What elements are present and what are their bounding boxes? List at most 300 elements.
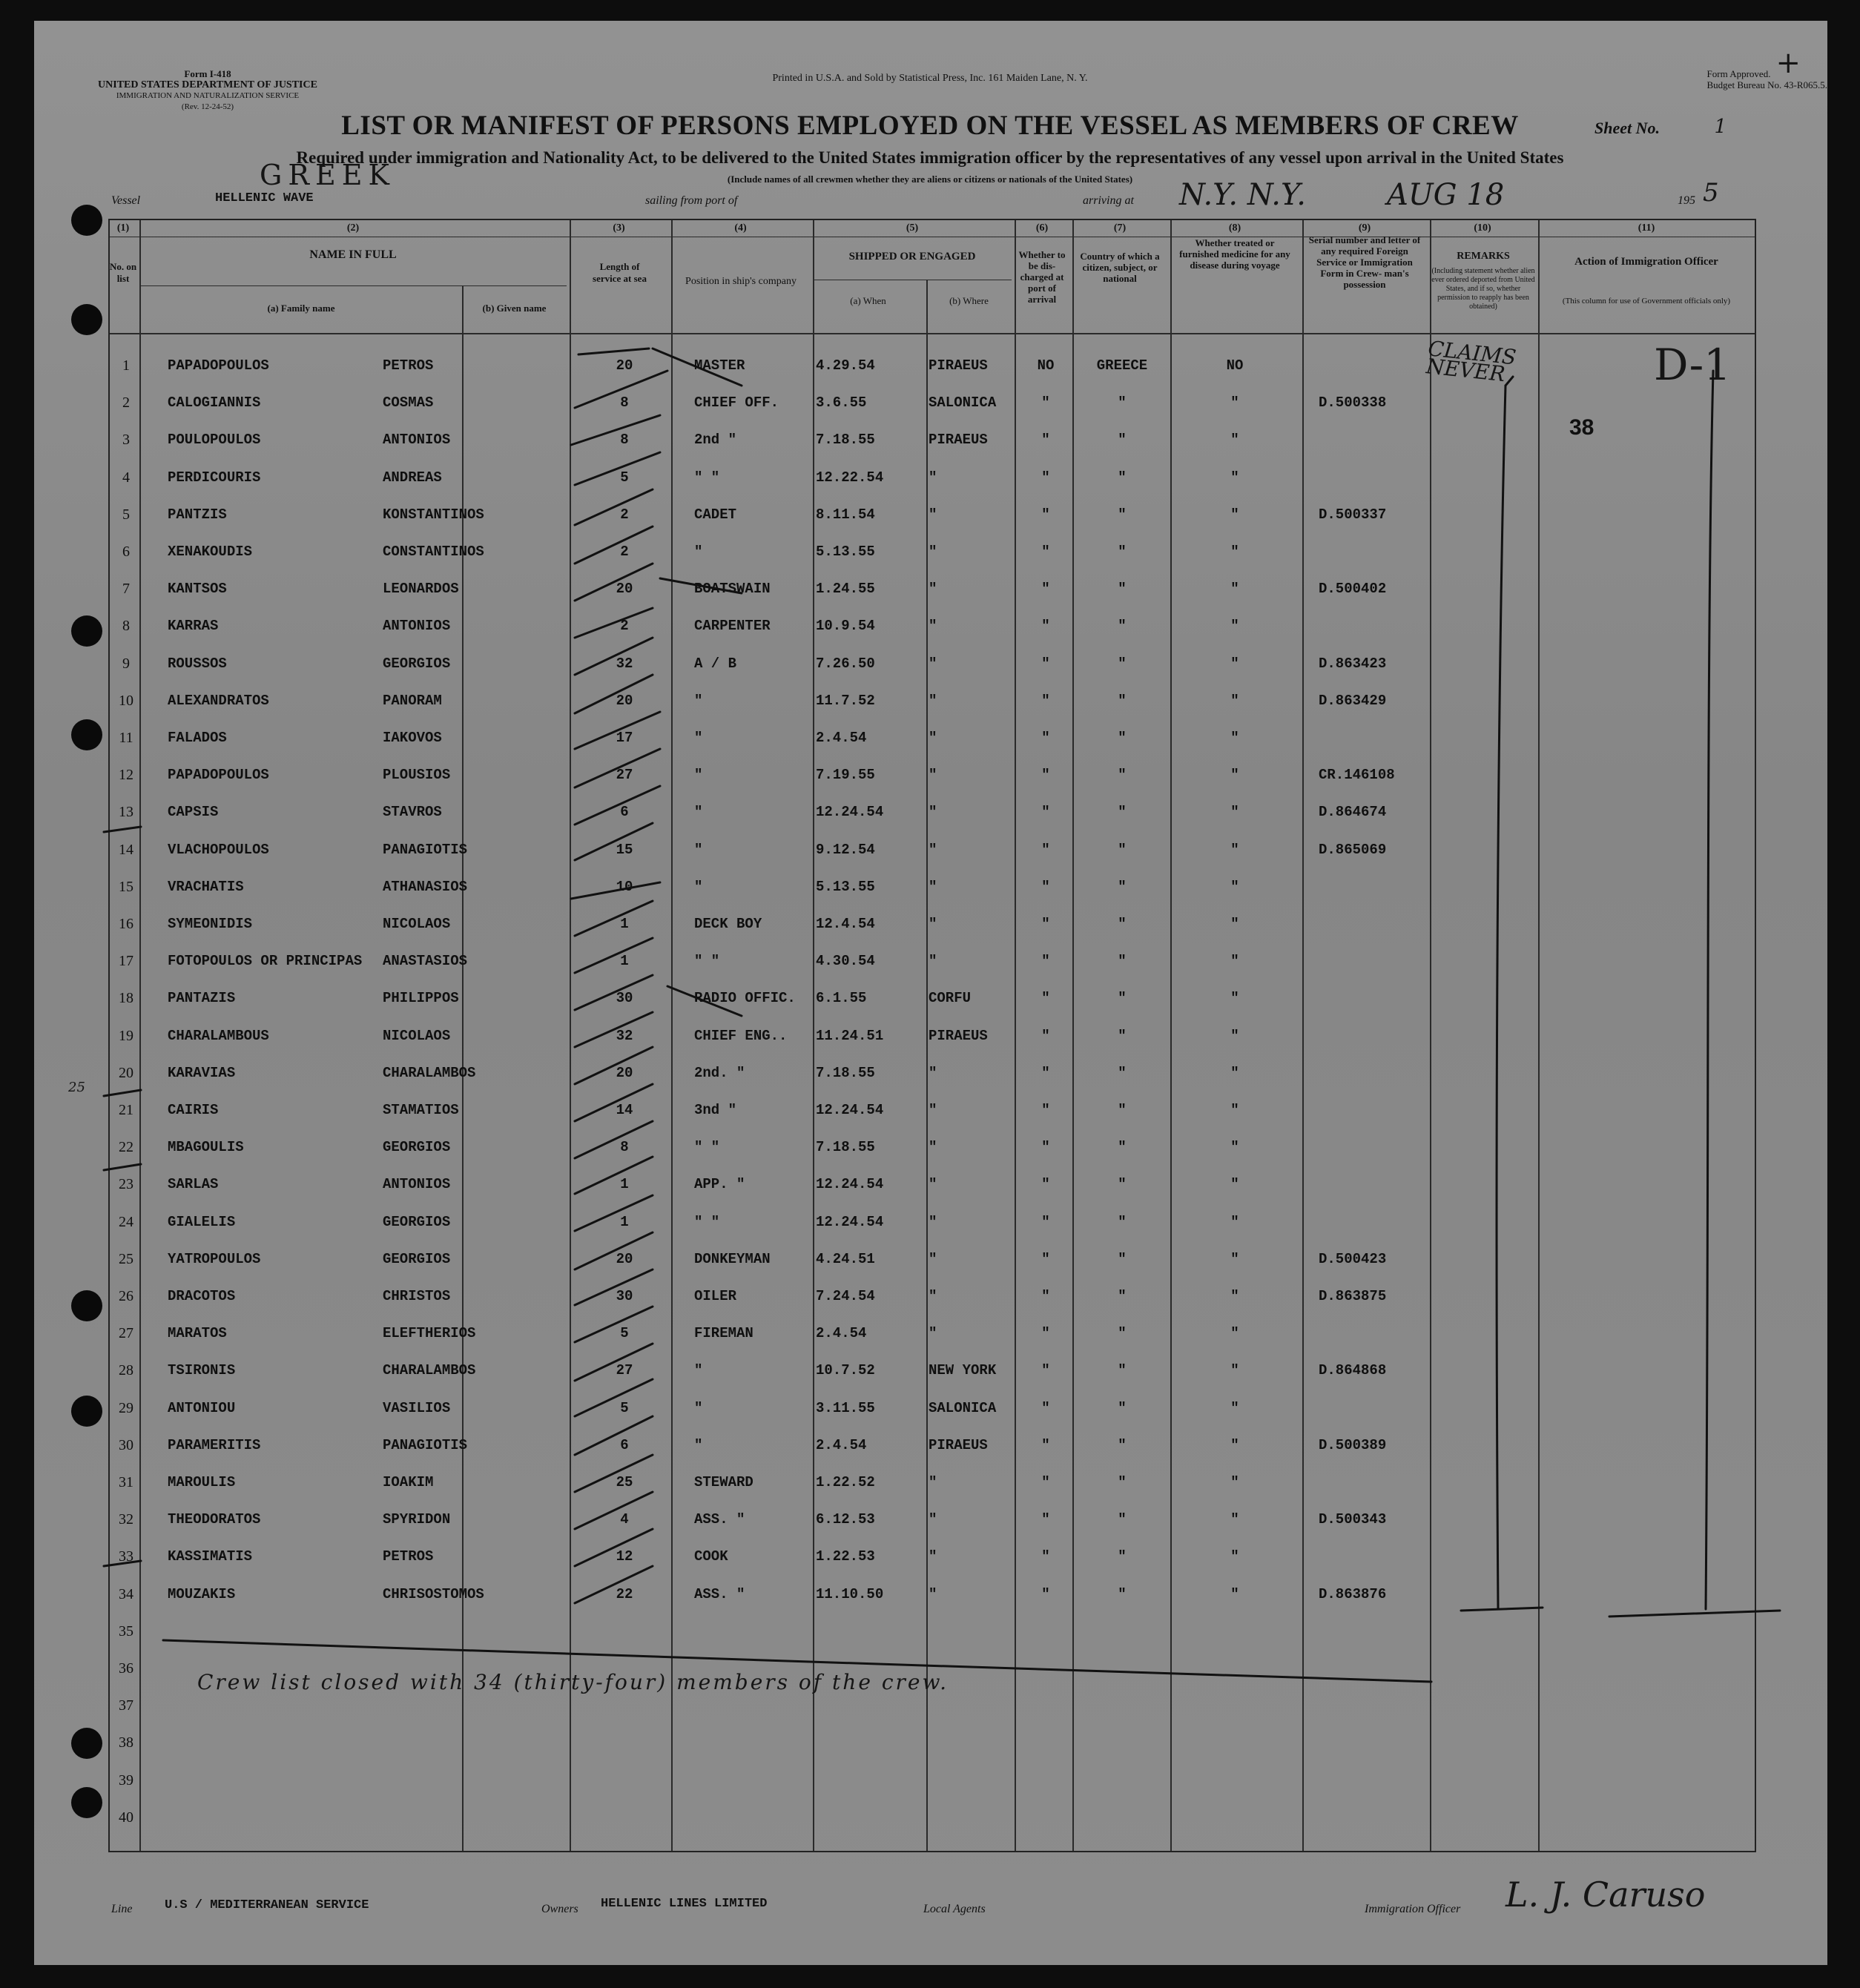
cell-when: 7.19.55 — [816, 767, 875, 784]
cell-country: " — [1118, 730, 1127, 746]
cell-treated: " — [1230, 469, 1239, 486]
col-number-7: (7) — [1113, 222, 1127, 234]
cell-family: PARAMERITIS — [168, 1436, 261, 1453]
cell-no: 2 — [122, 394, 130, 412]
cell-when: 12.4.54 — [816, 916, 875, 932]
cell-discharged: " — [1041, 841, 1050, 858]
cell-given: PANAGIOTIS — [383, 1436, 468, 1453]
cell-given: PETROS — [383, 1548, 434, 1565]
cell-treated: " — [1230, 655, 1239, 672]
cell-no: 29 — [119, 1399, 133, 1416]
cell-given: ANASTASIOS — [383, 953, 468, 970]
cell-serial: D.500389 — [1319, 1436, 1387, 1453]
col-shipped-engaged: SHIPPED OR ENGAGED — [848, 251, 976, 262]
cell-where: " — [929, 767, 937, 784]
cell-treated: " — [1230, 1436, 1239, 1453]
cell-country: " — [1118, 1325, 1127, 1342]
cell-position: " — [694, 730, 703, 746]
cell-family: YATROPOULOS — [168, 1250, 261, 1267]
cell-treated: " — [1230, 1176, 1239, 1193]
arriving-port: N.Y. N.Y. — [1179, 178, 1306, 212]
cell-length: 20 — [616, 1250, 633, 1267]
cell-length: 1 — [620, 1176, 629, 1193]
cell-family: XENAKOUDIS — [168, 544, 253, 560]
cell-family: KARRAS — [168, 618, 219, 635]
cell-treated: " — [1230, 1325, 1239, 1342]
cell-position: " — [694, 1399, 703, 1416]
cell-position: A / B — [694, 655, 737, 672]
cell-given: PANAGIOTIS — [383, 841, 468, 858]
immigration-officer-label: Immigration Officer — [1365, 1903, 1461, 1915]
col-number-10: (10) — [1474, 222, 1491, 234]
cell-when: 6.1.55 — [816, 990, 867, 1007]
cell-discharged: " — [1041, 1585, 1050, 1602]
cell-family: MOUZAKIS — [168, 1585, 236, 1602]
cell-given: SPYRIDON — [383, 1511, 451, 1528]
cell-treated: " — [1230, 544, 1239, 560]
form-approval-block: Form Approved. Budget Bureau No. 43-R065.5. — [1706, 68, 1827, 90]
cell-family: SARLAS — [168, 1176, 219, 1193]
cell-where: " — [929, 1511, 937, 1528]
cell-treated: " — [1230, 506, 1239, 523]
cell-discharged: " — [1041, 1139, 1050, 1156]
cell-country: " — [1118, 1362, 1127, 1379]
cell-family: PANTZIS — [168, 506, 227, 523]
cell-given: NICOLAOS — [383, 1027, 451, 1044]
cell-no: 28 — [119, 1362, 133, 1379]
cell-given: KONSTANTINOS — [383, 506, 484, 523]
cell-given: ELEFTHERIOS — [383, 1325, 476, 1342]
cell-length: 2 — [620, 618, 629, 635]
col-remarks: REMARKS — [1457, 251, 1510, 262]
cell-where: " — [929, 469, 937, 486]
arriving-label: arriving at — [1083, 194, 1134, 207]
cell-given: PANORAM — [383, 692, 442, 709]
cell-position: " — [694, 878, 703, 895]
cell-family: DRACOTOS — [168, 1288, 236, 1304]
cell-when: 4.29.54 — [816, 357, 875, 374]
cell-no: 9 — [122, 655, 130, 672]
col-number-6: (6) — [1035, 222, 1049, 234]
cell-country: " — [1118, 506, 1127, 523]
cell-serial: D.500402 — [1319, 581, 1387, 598]
cell-treated: " — [1230, 581, 1239, 598]
cell-given: ANDREAS — [383, 469, 442, 486]
cell-where: " — [929, 1474, 937, 1490]
col-country: Country of which a citizen, subject, or national — [1080, 251, 1160, 284]
cell-no: 31 — [119, 1474, 133, 1490]
cell-length: 20 — [616, 692, 633, 709]
cell-treated: " — [1230, 1139, 1239, 1156]
cell-treated: " — [1230, 730, 1239, 746]
cell-discharged: " — [1041, 469, 1050, 486]
cell-no: 16 — [119, 916, 133, 932]
line-label: Line — [111, 1903, 133, 1915]
cell-given: ANTONIOS — [383, 1176, 451, 1193]
cell-given: VASILIOS — [383, 1399, 451, 1416]
corner-mark: + — [1775, 46, 1801, 80]
cell-family: PAPADOPOULOS — [168, 357, 269, 374]
col-number-4: (4) — [734, 222, 747, 234]
cell-no: 18 — [119, 990, 133, 1007]
cell-position: " — [694, 1436, 703, 1453]
cell-where: " — [929, 1250, 937, 1267]
cell-where: " — [929, 953, 937, 970]
cell-discharged: " — [1041, 655, 1050, 672]
cell-when: 12.22.54 — [816, 469, 884, 486]
cell-no: 10 — [119, 692, 133, 709]
cell-when: 5.13.55 — [816, 878, 875, 895]
cell-country: " — [1118, 1102, 1127, 1118]
stamp-number: 38 — [1569, 415, 1594, 440]
col-number-11: (11) — [1638, 222, 1655, 234]
form-agency-block: Form I-418 UNITED STATES DEPARTMENT OF JUSTICE IMMIGRATION AND NATURALIZATION SERVICE (Rev. 12-24-52) — [98, 68, 317, 111]
cell-given: ANTONIOS — [383, 432, 451, 449]
line-value: U.S / MEDITERRANEAN SERVICE — [165, 1898, 369, 1912]
cell-discharged: " — [1041, 394, 1050, 412]
cell-given: CHRISTOS — [383, 1288, 451, 1304]
cell-no: 8 — [122, 618, 130, 635]
cell-treated: " — [1230, 1511, 1239, 1528]
cell-country: GREECE — [1096, 357, 1148, 374]
cell-position: CHIEF ENG.. — [694, 1027, 788, 1044]
cell-when: 7.18.55 — [816, 432, 875, 449]
cell-position: COOK — [694, 1548, 728, 1565]
action-handwritten: D-1 — [1654, 340, 1732, 390]
cell-discharged: " — [1041, 432, 1050, 449]
cell-given: IAKOVOS — [383, 730, 442, 746]
cell-given: IOAKIM — [383, 1474, 434, 1490]
cell-position: " — [694, 841, 703, 858]
cell-country: " — [1118, 544, 1127, 560]
cell-position: FIREMAN — [694, 1325, 753, 1342]
cell-country: " — [1118, 767, 1127, 784]
cell-no: 6 — [122, 544, 130, 560]
cell-serial: D.500343 — [1319, 1511, 1387, 1528]
cell-where: " — [929, 804, 937, 821]
cell-when: 9.12.54 — [816, 841, 875, 858]
cell-length: 20 — [616, 581, 633, 598]
cell-discharged: " — [1041, 1027, 1050, 1044]
cell-family: ANTONIOU — [168, 1399, 236, 1416]
cell-country: " — [1118, 878, 1127, 895]
required-statement: Required under immigration and Nationality Act, to be delivered to the United States immigration officer by the representatives of any vessel upon arrival in the United States — [296, 148, 1564, 167]
cell-no: 21 — [119, 1102, 133, 1118]
cell-discharged: " — [1041, 1213, 1050, 1230]
cell-treated: " — [1230, 1250, 1239, 1267]
cell-discharged: " — [1041, 1102, 1050, 1118]
cell-family: CALOGIANNIS — [168, 394, 261, 412]
cell-no: 20 — [119, 1064, 133, 1081]
cell-when: 1.22.53 — [816, 1548, 875, 1565]
cell-serial: D.863429 — [1319, 692, 1387, 709]
cell-country: " — [1118, 1139, 1127, 1156]
cell-position: RADIO OFFIC. — [694, 990, 796, 1007]
cell-family: KASSIMATIS — [168, 1548, 253, 1565]
cell-when: 3.11.55 — [816, 1399, 875, 1416]
cell-no: 13 — [119, 804, 133, 821]
cell-discharged: " — [1041, 1325, 1050, 1342]
cell-no: 19 — [119, 1027, 133, 1044]
cell-serial: D.864868 — [1319, 1362, 1387, 1379]
cell-given: CHRISOSTOMOS — [383, 1585, 484, 1602]
cell-family: ALEXANDRATOS — [168, 692, 269, 709]
cell-when: 1.22.52 — [816, 1474, 875, 1490]
cell-no: 17 — [119, 953, 133, 970]
cell-treated: " — [1230, 878, 1239, 895]
cell-given: GEORGIOS — [383, 1139, 451, 1156]
cell-discharged: " — [1041, 1362, 1050, 1379]
cell-no: 23 — [119, 1176, 133, 1193]
cell-no: 15 — [119, 878, 133, 895]
cell-country: " — [1118, 953, 1127, 970]
cell-given: CHARALAMBOS — [383, 1362, 476, 1379]
vessel-name: HELLENIC WAVE — [215, 191, 314, 205]
cell-length: 15 — [616, 841, 633, 858]
cell-family: KANTSOS — [168, 581, 227, 598]
cell-no: 3 — [122, 432, 130, 449]
cell-where: " — [929, 878, 937, 895]
cell-when: 2.4.54 — [816, 1436, 867, 1453]
col-position: Position in ship's company — [685, 276, 797, 287]
cell-given: GEORGIOS — [383, 1250, 451, 1267]
cell-position: BOATSWAIN — [694, 581, 771, 598]
cell-discharged: " — [1041, 692, 1050, 709]
cell-where: " — [929, 841, 937, 858]
cell-where: PIRAEUS — [929, 432, 988, 449]
cell-treated: " — [1230, 432, 1239, 449]
col-action: Action of Immigration Officer — [1574, 256, 1718, 268]
cell-treated: " — [1230, 804, 1239, 821]
vessel-hand-note: GREEK — [260, 159, 395, 191]
cell-country: " — [1118, 655, 1127, 672]
cell-country: " — [1118, 1064, 1127, 1081]
cell-position: CHIEF OFF. — [694, 394, 779, 412]
cell-position: 3nd " — [694, 1102, 737, 1118]
col-number-5: (5) — [906, 222, 919, 234]
cell-discharged: " — [1041, 730, 1050, 746]
cell-where: " — [929, 1139, 937, 1156]
cell-family: THEODORATOS — [168, 1511, 261, 1528]
cell-when: 12.24.54 — [816, 1213, 884, 1230]
cell-position: " — [694, 804, 703, 821]
cell-family: MAROULIS — [168, 1474, 236, 1490]
cell-where: " — [929, 1213, 937, 1230]
cell-length: 20 — [616, 1064, 633, 1081]
cell-position: MASTER — [694, 357, 745, 374]
cell-family: CAPSIS — [168, 804, 219, 821]
cell-where: " — [929, 544, 937, 560]
cell-position: DECK BOY — [694, 916, 762, 932]
cell-when: 2.4.54 — [816, 1325, 867, 1342]
col-treated: Whether treated or furnished medicine for any disease during voyage — [1179, 237, 1290, 271]
col-where: (b) Where — [949, 295, 989, 306]
cell-position: " " — [694, 953, 720, 970]
cell-family: FALADOS — [168, 730, 227, 746]
cell-discharged: " — [1041, 506, 1050, 523]
cell-where: " — [929, 730, 937, 746]
col-family-name: (a) Family name — [267, 303, 335, 314]
cell-discharged: " — [1041, 878, 1050, 895]
cell-when: 11.24.51 — [816, 1027, 884, 1044]
cell-length: 14 — [616, 1102, 633, 1118]
cell-treated: " — [1230, 1027, 1239, 1044]
year-digit: 5 — [1703, 178, 1719, 208]
printer-credit: Printed in U.S.A. and Sold by Statistical Press, Inc. 161 Maiden Lane, N. Y. — [772, 73, 1088, 84]
cell-country: " — [1118, 804, 1127, 821]
cell-when: 4.24.51 — [816, 1250, 875, 1267]
page-title: LIST OR MANIFEST OF PERSONS EMPLOYED ON THE VESSEL AS MEMBERS OF CREW — [341, 110, 1519, 141]
cell-country: " — [1118, 1399, 1127, 1416]
cell-discharged: " — [1041, 990, 1050, 1007]
include-note: (Include names of all crewmen whether they are aliens or citizens or nationals of the United States) — [727, 174, 1133, 185]
cell-position: " " — [694, 1139, 720, 1156]
arrival-date: AUG 18 — [1387, 178, 1505, 212]
cell-position: DONKEYMAN — [694, 1250, 771, 1267]
cell-discharged: " — [1041, 1176, 1050, 1193]
cell-no: 37 — [119, 1697, 133, 1714]
cell-discharged: " — [1041, 1288, 1050, 1304]
col-remarks-note: (Including statement whether alien ever ordered deported from United States, and if so, whether permission to reapply has been obtained) — [1431, 267, 1535, 311]
cell-position: " — [694, 1362, 703, 1379]
cell-where: " — [929, 1325, 937, 1342]
cell-position: APP. " — [694, 1176, 745, 1193]
cell-family: MBAGOULIS — [168, 1139, 244, 1156]
cell-treated: " — [1230, 1288, 1239, 1304]
cell-country: " — [1118, 841, 1127, 858]
cell-family: VRACHATIS — [168, 878, 244, 895]
cell-no: 36 — [119, 1660, 133, 1677]
cell-family: PAPADOPOULOS — [168, 767, 269, 784]
cell-given: CHARALAMBOS — [383, 1064, 476, 1081]
cell-where: PIRAEUS — [929, 1436, 988, 1453]
cell-where: " — [929, 618, 937, 635]
cell-given: STAVROS — [383, 804, 442, 821]
cell-treated: " — [1230, 692, 1239, 709]
cell-position: 2nd " — [694, 432, 737, 449]
cell-no: 12 — [119, 767, 133, 784]
cell-no: 22 — [119, 1139, 133, 1156]
cell-length: 12 — [616, 1548, 633, 1565]
cell-no: 33 — [119, 1548, 133, 1565]
cell-discharged: " — [1041, 1250, 1050, 1267]
cell-given: PETROS — [383, 357, 434, 374]
col-no-on-list: No. on list — [109, 261, 137, 284]
cell-when: 11.10.50 — [816, 1585, 884, 1602]
cell-treated: " — [1230, 1362, 1239, 1379]
cell-when: 7.24.54 — [816, 1288, 875, 1304]
cell-no: 34 — [119, 1585, 133, 1602]
cell-given: COSMAS — [383, 394, 434, 412]
cell-country: " — [1118, 1176, 1127, 1193]
cell-where: PIRAEUS — [929, 1027, 988, 1044]
cell-treated: " — [1230, 953, 1239, 970]
cell-country: " — [1118, 1511, 1127, 1528]
cell-where: " — [929, 692, 937, 709]
cell-discharged: " — [1041, 1548, 1050, 1565]
cell-length: 17 — [616, 730, 633, 746]
cell-where: " — [929, 1064, 937, 1081]
cell-discharged: " — [1041, 1511, 1050, 1528]
cell-when: 8.11.54 — [816, 506, 875, 523]
cell-position: 2nd. " — [694, 1064, 745, 1081]
cell-when: 5.13.55 — [816, 544, 875, 560]
cell-where: " — [929, 1585, 937, 1602]
margin-note: 25 — [68, 1080, 85, 1095]
cell-length: 20 — [616, 357, 633, 374]
cell-given: PHILIPPOS — [383, 990, 459, 1007]
cell-when: 10.9.54 — [816, 618, 875, 635]
cell-family: TSIRONIS — [168, 1362, 236, 1379]
cell-country: " — [1118, 1585, 1127, 1602]
cell-treated: " — [1230, 618, 1239, 635]
cell-discharged: " — [1041, 581, 1050, 598]
year-label: 195 — [1678, 194, 1695, 207]
cell-treated: " — [1230, 841, 1239, 858]
cell-no: 11 — [119, 730, 133, 746]
closing-note: Crew list closed with 34 (thirty-four) members of the crew. — [197, 1670, 949, 1694]
cell-serial: D.863875 — [1319, 1288, 1387, 1304]
cell-position: " — [694, 767, 703, 784]
cell-country: " — [1118, 1474, 1127, 1490]
cell-country: " — [1118, 990, 1127, 1007]
cell-when: 11.7.52 — [816, 692, 875, 709]
cell-serial: D.864674 — [1319, 804, 1387, 821]
cell-family: VLACHOPOULOS — [168, 841, 269, 858]
cell-when: 10.7.52 — [816, 1362, 875, 1379]
cell-given: GEORGIOS — [383, 655, 451, 672]
cell-treated: " — [1230, 1474, 1239, 1490]
owners-label: Owners — [541, 1903, 578, 1915]
col-length-of-service: Length of service at sea — [593, 261, 647, 284]
cell-position: ASS. " — [694, 1585, 745, 1602]
cell-discharged: " — [1041, 804, 1050, 821]
cell-treated: " — [1230, 990, 1239, 1007]
cell-given: ANTONIOS — [383, 618, 451, 635]
cell-family: GIALELIS — [168, 1213, 236, 1230]
cell-position: STEWARD — [694, 1474, 753, 1490]
cell-country: " — [1118, 618, 1127, 635]
cell-length: 22 — [616, 1585, 633, 1602]
cell-family: PANTAZIS — [168, 990, 236, 1007]
cell-country: " — [1118, 1027, 1127, 1044]
cell-given: LEONARDOS — [383, 581, 459, 598]
cell-country: " — [1118, 1213, 1127, 1230]
col-serial: Serial number and letter of any required Foreign Service or Immigration Form in Crew- man's possession — [1308, 234, 1421, 290]
cell-when: 7.18.55 — [816, 1139, 875, 1156]
cell-position: ASS. " — [694, 1511, 745, 1528]
cell-discharged: " — [1041, 1474, 1050, 1490]
cell-no: 32 — [119, 1511, 133, 1528]
cell-where: NEW YORK — [929, 1362, 997, 1379]
col-number-8: (8) — [1228, 222, 1241, 234]
cell-family: MARATOS — [168, 1325, 227, 1342]
cell-no: 26 — [119, 1288, 133, 1304]
cell-when: 2.4.54 — [816, 730, 867, 746]
cell-given: CONSTANTINOS — [383, 544, 484, 560]
cell-serial: D.500338 — [1319, 394, 1387, 412]
cell-when: 6.12.53 — [816, 1511, 875, 1528]
cell-length: 5 — [620, 469, 629, 486]
cell-no: 4 — [122, 469, 130, 486]
cell-length: 25 — [616, 1474, 633, 1490]
cell-length: 10 — [616, 878, 633, 895]
cell-given: GEORGIOS — [383, 1213, 451, 1230]
cell-position: CARPENTER — [694, 618, 771, 635]
col-name-in-full: NAME IN FULL — [309, 248, 397, 261]
cell-country: " — [1118, 1548, 1127, 1565]
col-action-note: (This column for use of Government officials only) — [1562, 297, 1731, 306]
